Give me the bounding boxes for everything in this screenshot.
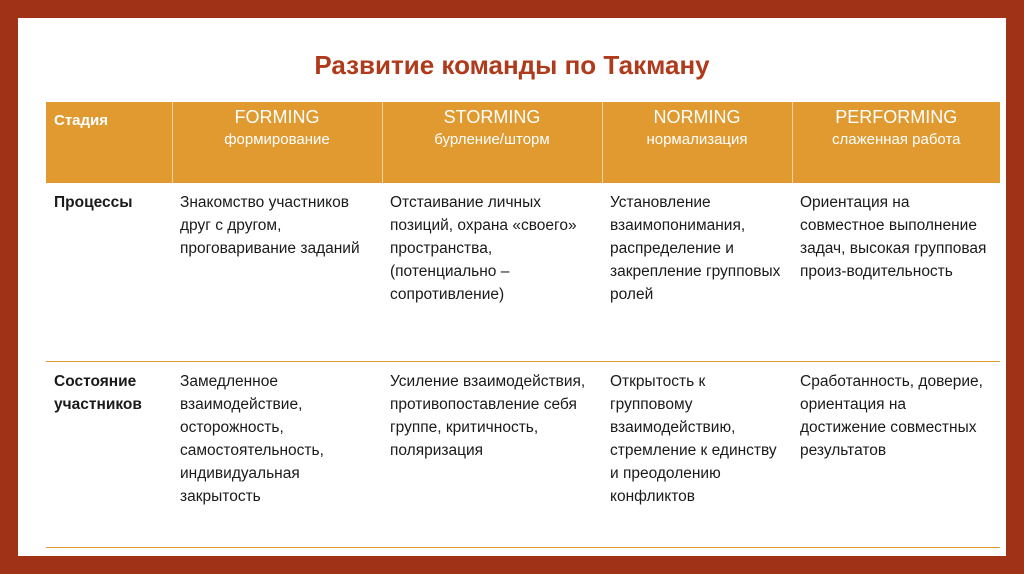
phase-subtitle: слаженная работа bbox=[831, 131, 961, 148]
table-header-row bbox=[46, 102, 1000, 183]
phase-performing bbox=[792, 102, 1000, 183]
phase-name: NORMING bbox=[653, 107, 741, 127]
phase-norming bbox=[602, 102, 792, 183]
table-cell: Установление взаимопонимания, распределение и закрепление групповых ролей bbox=[602, 183, 792, 362]
stage-label: Стадия bbox=[46, 102, 172, 183]
table-cell: Сработанность, доверие, ориентация на достижение совместных результатов bbox=[792, 362, 1000, 548]
phase-forming bbox=[172, 102, 382, 183]
slide bbox=[18, 18, 1006, 556]
table-cell: Ориентация на совместное выполнение задач, высокая групповая произ-водительность bbox=[792, 183, 1000, 362]
phase-storming bbox=[382, 102, 602, 183]
tuckman-table bbox=[46, 102, 1000, 548]
phase-subtitle: формирование bbox=[224, 131, 330, 148]
table-cell: Открытость к групповому взаимодействию, стремление к единству и преодолению конфликтов bbox=[602, 362, 792, 548]
table-cell: Усиление взаимодействия, противопоставление себя группе, критичность, поляризация bbox=[382, 362, 602, 548]
phase-name: PERFORMING bbox=[835, 107, 958, 127]
table-cell: Замедленное взаимодействие, осторожность, самостоятельность, индивидуальная закрытость bbox=[172, 362, 382, 548]
phase-subtitle: нормализация bbox=[646, 131, 748, 148]
row-label: Процессы bbox=[46, 183, 172, 362]
table-row-processes bbox=[46, 183, 1000, 362]
phase-name: FORMING bbox=[234, 107, 320, 127]
table-row-participants-state bbox=[46, 362, 1000, 548]
phase-subtitle: бурление/шторм bbox=[434, 131, 550, 148]
table-cell: Отстаивание личных позиций, охрана «своего» пространства, (потенциально – сопротивление) bbox=[382, 183, 602, 362]
phase-name: STORMING bbox=[443, 107, 541, 127]
page-title: Развитие команды по Такману bbox=[314, 50, 710, 80]
row-label: Состояние участников bbox=[46, 362, 172, 548]
table-cell: Знакомство участников друг с другом, проговаривание заданий bbox=[172, 183, 382, 362]
